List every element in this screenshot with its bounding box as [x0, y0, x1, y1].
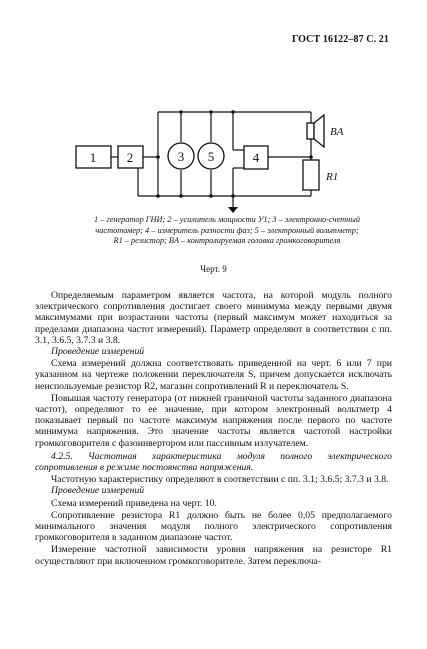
block-5-label: 5	[207, 149, 215, 164]
speaker-label: BA	[330, 126, 344, 138]
caption-line: частотомер; 4 – измеритель разности фаз; 5 – электронный вольтметр;	[95, 225, 359, 235]
paragraph: Частотную характеристику определяют в соответствии с пп. 3.1; 3.6.5; 3.7.3 и 3.8.	[51, 474, 389, 486]
caption-line: 1 – генератор ГНИ; 2 – усилитель мощности У1; 3 – электронно-счетный	[93, 215, 361, 224]
resistor-r1-icon	[303, 160, 319, 190]
figure-caption	[57, 215, 397, 247]
block-1-label: 1	[89, 150, 97, 165]
figure-label: Черт. 9	[200, 264, 227, 274]
section-heading: 4.2.5. Частотная характеристика модуля полного электрического сопротивления в режиме постоянства напряжения.	[35, 450, 392, 474]
paragraph: Сопротивление резистора R1 должно быть не более 0,05 предполагаемого минимального значения модуля полного электрического сопротивления громкоговорителя в заданном диапазоне частот.	[35, 509, 392, 544]
speaker-cone-icon	[314, 115, 324, 147]
paragraph: Схема измерений должна соответствовать приведенной на черт. 6 или 7 при указанном на чертеже положении переключателя S, причем допускается исключать неиспользуемые резистор R2, магазин сопротивлений R и переключатель S.	[35, 358, 392, 392]
paragraph: Схема измерений приведена на черт. 10.	[51, 497, 217, 509]
subheading: Проведение измерений	[51, 485, 145, 497]
caption-line: R1 – резистор; BA – контролируемая головка громкоговорителя	[113, 236, 341, 246]
paragraph: Определяемым параметром является частота, на которой модуль полного электрического сопротивления достигает своего минимума между первыми двумя максимумами при возрастании частоты (первый максимум может находиться за пределами диапазона частот измерений). Параметр определяют в соответствии с пп. 3.1, 3.6.5, 3.7.3 и 3.8.	[35, 290, 392, 346]
block-4-label: 4	[252, 150, 260, 165]
block-3-label: 3	[177, 149, 185, 164]
subheading: Проведение измерений	[51, 346, 145, 358]
block-2-label: 2	[126, 150, 134, 165]
resistor-label: R1	[326, 171, 339, 183]
body-text	[35, 290, 392, 567]
ground-arrow-icon	[228, 207, 238, 213]
paragraph: Повышая частоту генератора (от нижней граничной частоты заданного диапазона частот), определяют то ее значение, при котором электронный вольтметр 4 показывает первый по частоте максимум напряжения после первого по частоте минимума напряжения. Это значение частоты является частотой настройки громкоговорителя с фазоинвертором или пассивным излучателем.	[35, 392, 392, 449]
speaker-body-icon	[307, 123, 314, 139]
page-header: ГОСТ 16122–87 С. 21	[291, 34, 389, 45]
paragraph: Измерение частотной зависимости уровня напряжения на резисторе R1 осуществляют при включенном громкоговорителе. Затем переключа-	[35, 544, 392, 567]
circuit-diagram	[0, 0, 427, 215]
